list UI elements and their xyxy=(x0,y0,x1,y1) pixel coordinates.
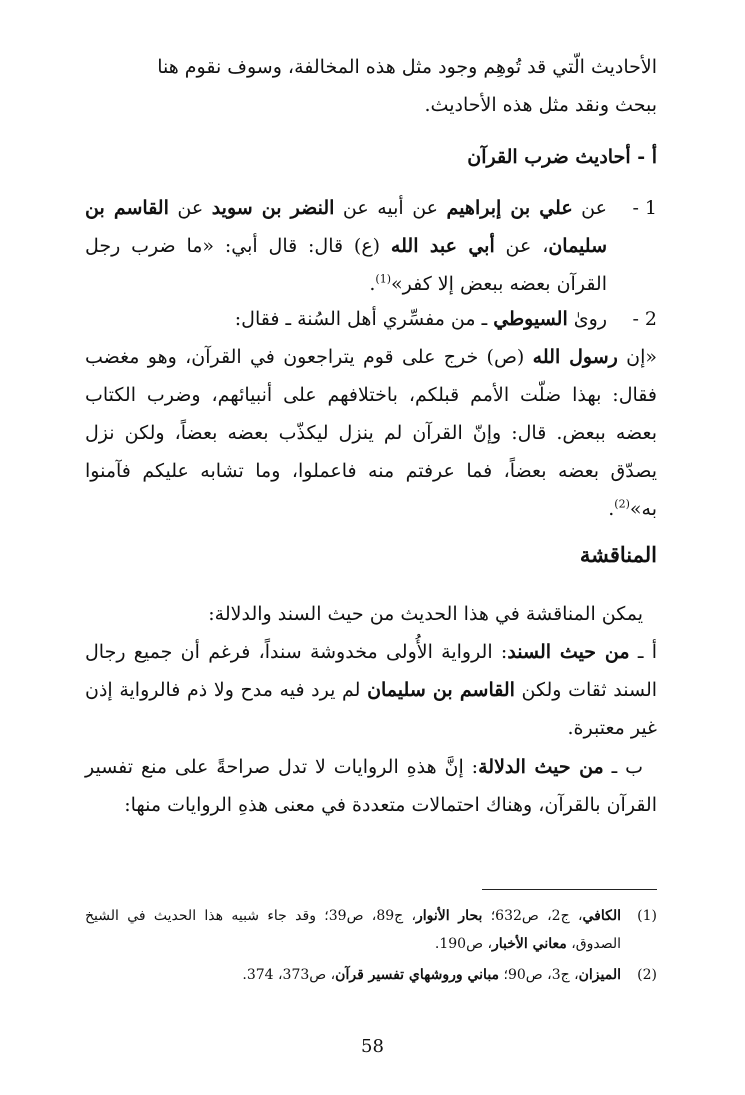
narrator-name: القاسم بن سليمان xyxy=(85,197,607,257)
intro-line-1: الأحاديث الّتي قد تُوهِم وجود مثل هذه المخالفة، وسوف نقوم هنا xyxy=(157,56,657,78)
discussion-point-b: ب ـ من حيث الدلالة: إنَّ هذهِ الروايات لا تدل صراحةً على منع تفسير القرآن بالقرآن، وهناك احتمالات متعددة في معنى هذهِ الروايات منها: xyxy=(85,756,657,816)
hadith-quote: «إن رسول الله (ص) خرج على قوم يتراجعون في القرآن، وهو مغضب فقال: بهذا ضلّت الأمم قبلكم، باختلافهم على أنبيائهم، وضرب الكتاب بعضه ببعض. قال: وإنّ القرآن لم ينزل ليكذّب بعضه بعضاً، ولكن نزل يصدّق بعضه بعضاً، فما عرفتم منه فاعملوا، وما تشابه عليكم فآمنوا به»$^{(2)}$. xyxy=(85,346,658,520)
author-name: السيوطي xyxy=(493,308,568,330)
footnote-2-number: (2) xyxy=(637,967,657,983)
meaning-label: من حيث الدلالة xyxy=(478,756,604,778)
narrator-name: القاسم بن سليمان xyxy=(367,679,515,701)
narrator-name: النضر بن سويد xyxy=(211,197,335,219)
page-number: 58 xyxy=(361,1036,384,1057)
footnote-divider xyxy=(482,889,657,890)
item-1-text: عن علي بن إبراهيم عن أبيه عن النضر بن سويد عن القاسم بن سليمان، عن أبي عبد الله (ع) قال: قال أبي: «ما ضرب رجل القرآن بعضه ببعض إلا كفر»$^{(1)}$. xyxy=(85,197,607,295)
footnote-ref-2: (2) xyxy=(614,497,630,511)
footnote-ref-1: (1) xyxy=(375,272,391,286)
prophet-name: رسول الله xyxy=(532,346,618,368)
item-2-marker: 2 - xyxy=(632,308,657,330)
footnote-1: (1) الكافي، ج2، ص632؛ بحار الأنوار، ج89، ص39؛ وقد جاء شبيه هذا الحديث في الشيخ الصدوق، معاني الأخبار، ص190. xyxy=(85,902,657,958)
section-a-heading: أ - أحاديث ضرب القرآن xyxy=(467,146,657,168)
footnote-1-number: (1) xyxy=(637,908,657,924)
discussion-body: يمكن المناقشة في هذا الحديث من حيث السند والدلالة: أ ـ من حيث السند: الرواية الأُولى مخدوشة سنداً، فرغم أن جميع رجال السند ثقات ولكن القاسم بن سليمان لم يرد فيه مدح ولا ذم فالرواية إذن غير معتبرة. xyxy=(85,603,658,739)
item-1-marker: 1 - xyxy=(632,197,657,219)
hadith-item-2 xyxy=(85,300,657,338)
chain-label: من حيث السند xyxy=(507,641,630,663)
narrator-name: أبي عبد الله xyxy=(390,235,495,257)
item-2-text: روىٰ السيوطي ـ من مفسِّري أهل السُنة ـ فقال: xyxy=(234,308,607,330)
hadith-item-1 xyxy=(85,189,657,303)
discussion-heading: المناقشة xyxy=(579,542,657,567)
discussion-intro: يمكن المناقشة في هذا الحديث من حيث السند والدلالة: xyxy=(208,603,643,625)
footnote-2: (2) الميزان، ج3، ص90؛ مباني وروشهاي تفسير قرآن، ص373، 374. xyxy=(85,961,657,989)
intro-line-2: ببحث ونقد مثل هذه الأحاديث. xyxy=(424,94,657,116)
intro-paragraph xyxy=(85,48,657,124)
narrator-name: علي بن إبراهيم xyxy=(446,197,573,219)
